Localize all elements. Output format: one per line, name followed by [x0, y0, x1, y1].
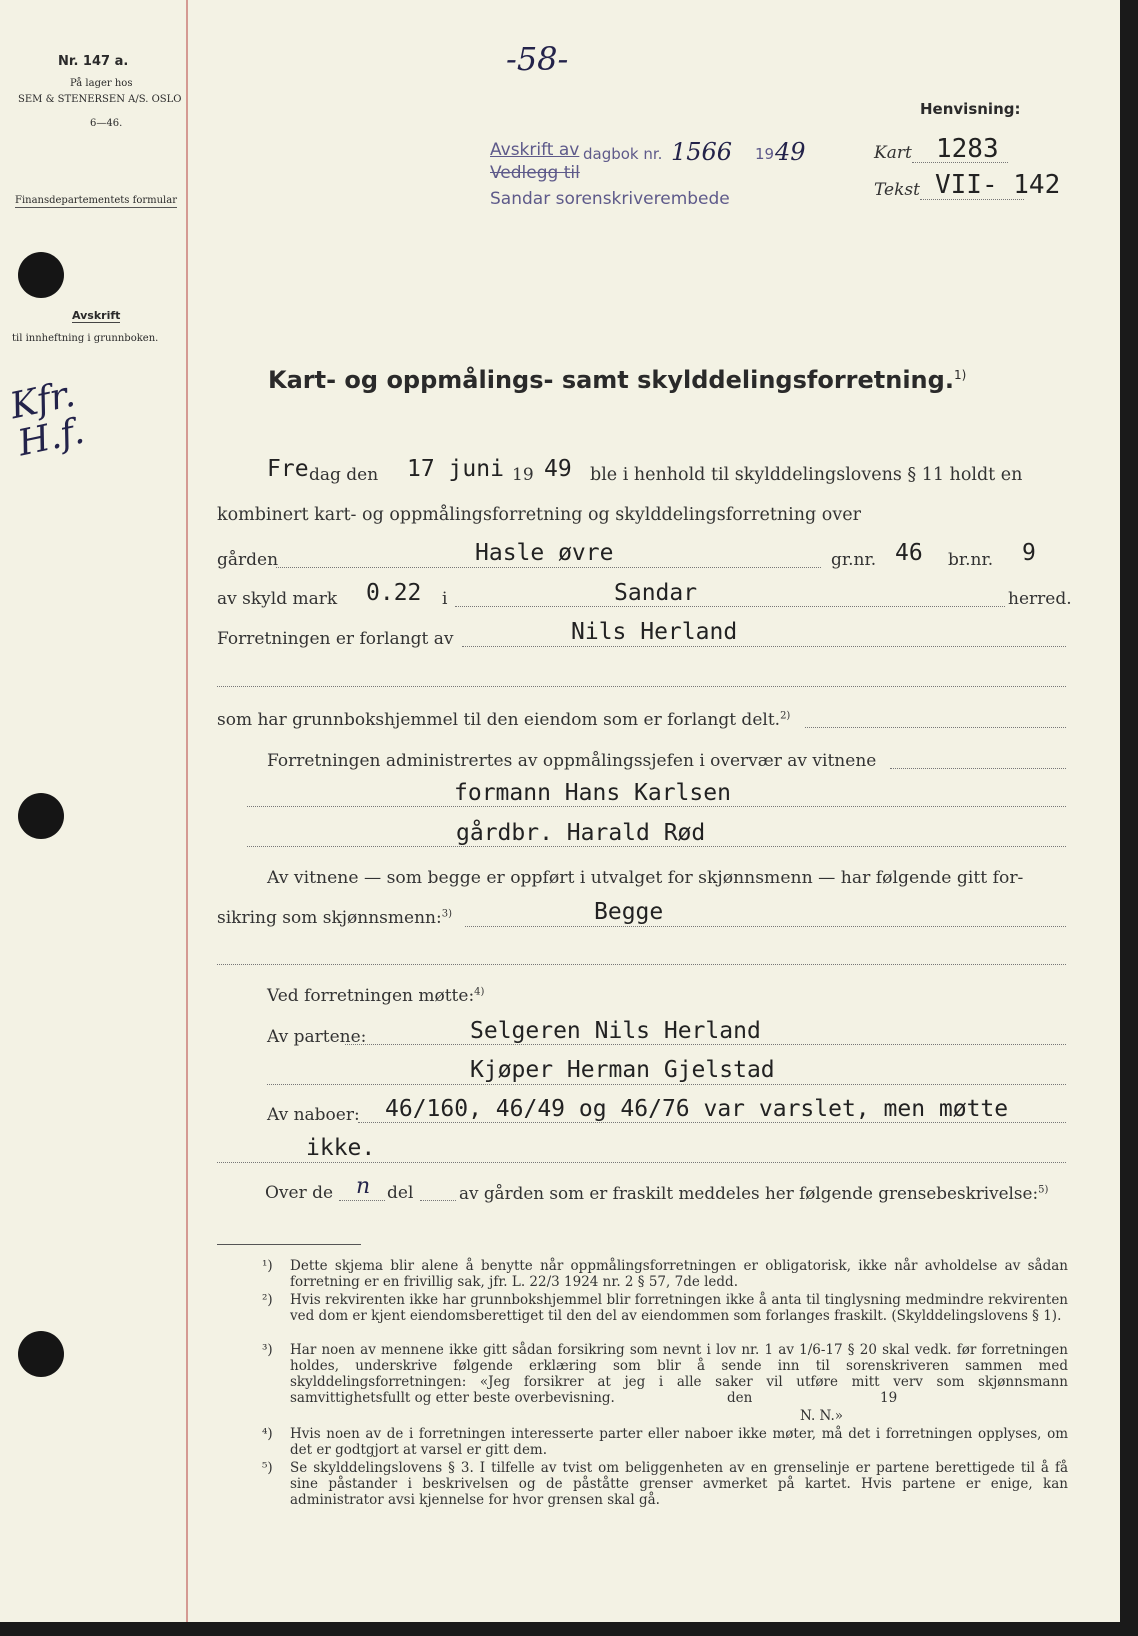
stamp-court: Sandar sorenskriverembede [490, 189, 730, 209]
punch-hole [18, 252, 64, 298]
brnr-value: 9 [1022, 540, 1036, 566]
attended-note: 4) [474, 986, 485, 998]
document-title [268, 366, 966, 394]
year-prefix: 19 [512, 465, 534, 485]
neighbours-value2: ikke. [306, 1135, 376, 1161]
witness2: gårdbr. Harald Rød [456, 820, 706, 846]
administered-line [890, 768, 1066, 769]
hjemmel-note: 2) [780, 710, 791, 722]
over-del: del [387, 1183, 414, 1203]
hjemmel-text-span: som har grunnbokshjemmel til den eiendom som er forlangt delt. [217, 710, 781, 730]
hjemmel-line [805, 727, 1066, 728]
publisher-line1: På lager hos [70, 78, 133, 89]
scan-edge-bottom [0, 1622, 1138, 1636]
grnr-label: gr.nr. [831, 550, 877, 570]
hjemmel-text [217, 710, 790, 730]
year-value: 49 [544, 456, 572, 482]
tax-i: i [442, 589, 448, 609]
tekst-label: Tekst [874, 180, 920, 200]
scan-edge-right [1120, 0, 1138, 1636]
herred: herred. [1008, 589, 1072, 609]
footnote-3-mark: ³) [262, 1342, 273, 1358]
form-number: Nr. 147 a. [58, 54, 129, 69]
brnr-label: br.nr. [948, 550, 994, 570]
tax-value: 0.22 [366, 580, 422, 606]
kart-label: Kart [874, 143, 912, 163]
avskrift-title: Avskrift [72, 309, 121, 322]
assurance-note: 3) [441, 908, 452, 920]
punch-hole [18, 1331, 64, 1377]
punch-hole [18, 793, 64, 839]
footnote-1: Dette skjema blir alene å benytte når oppmålingsforretningen er obligatorisk, ikke når avholdelse av sådan forretning er en frivillig sak, jfr. L. 22/3 1924 nr. 2 § 57, 7de ledd. [290, 1258, 1068, 1290]
footnote-2-mark: ²) [262, 1292, 273, 1308]
line1-rest: ble i henhold til skylddelingslovens § 11 holdt en [590, 465, 1023, 485]
requested-label: Forretningen er forlangt av [217, 629, 454, 649]
witness1: formann Hans Karlsen [454, 780, 731, 806]
date-value: 17 juni [407, 456, 504, 482]
footnote-4-mark: ⁴) [262, 1426, 273, 1442]
kart-value: 1283 [936, 134, 999, 164]
farm-label: gården [217, 550, 279, 570]
buyer-line [267, 1084, 1066, 1085]
footnote-3: Har noen av mennene ikke gitt sådan forsikring som nevnt i lov nr. 1 av 1/6-17 § 20 skal vedk. før forretningen holdes, underskrive følgende erklæring som blir å sende inn til sorenskriveren sammen med skylddelingsforretningen: «Jeg forsikrer at jeg i alle saker vil utføre mitt verv som skjønnsmann samvittighetsfullt og etter beste overbevisning. [290, 1342, 1068, 1406]
farm-value: Hasle øvre [475, 540, 614, 566]
over-value: n [356, 1174, 371, 1199]
footnote-1-mark: ¹) [262, 1258, 273, 1274]
stamp-year-prefix: 19 [755, 145, 775, 163]
neighbours-value1: 46/160, 46/49 og 46/76 var varslet, men møtte [385, 1096, 1009, 1122]
buyer: Kjøper Herman Gjelstad [470, 1057, 775, 1083]
stamp-dagbok-number: 1566 [671, 138, 733, 166]
page-number: -58- [506, 40, 569, 78]
over-rest [459, 1183, 1048, 1203]
blank-line [217, 686, 1066, 687]
over-line-2 [420, 1200, 456, 1201]
line2: kombinert kart- og oppmålingsforretning og skylddelingsforretning over [217, 505, 861, 525]
footnote-3-sign: N. N.» [800, 1408, 844, 1424]
publisher-line2: SEM & STENERSEN A/S. OSLO [18, 94, 182, 105]
stamp-year-suffix: 49 [775, 138, 806, 166]
assurance-line [465, 926, 1066, 927]
weekday-prefix: Fre [267, 456, 309, 482]
municipality: Sandar [614, 580, 698, 606]
witness1-line [247, 806, 1066, 807]
title-footnote-mark: 1) [953, 368, 967, 382]
footnote-2: Hvis rekvirenten ikke har grunnbokshjemmel blir forretningen ikke å anta til tinglysning medmindre rekvirenten ved dom er kjent eiendomsberettiget til den del av eiendommen som forlanges fraskilt. (Skylddelingslovens § 1). [290, 1292, 1068, 1324]
footnote-5-mark: ⁵) [262, 1460, 273, 1476]
witness2-line [247, 846, 1066, 847]
neighbours-line2 [217, 1162, 1066, 1163]
neighbours-line [358, 1122, 1066, 1123]
over-prefix: Over de [265, 1183, 334, 1203]
reference-title: Henvisning: [920, 100, 1021, 118]
grnr-value: 46 [895, 540, 923, 566]
parties-line [345, 1044, 1066, 1045]
footnote-5: Se skylddelingslovens § 3. I tilfelle av tvist om beliggenheten av en grenselinje er partene berettigede til å få sine påstander i beskrivelsen og de påståtte grenser avmerket på kartet. Hvis partene er enige, kan administrator avsi kjennelse for hvor grensen skal gå. [290, 1460, 1068, 1508]
stamp-avskrift: Avskrift av [490, 140, 580, 160]
footnote-rule [217, 1244, 361, 1245]
over-line-1 [339, 1200, 385, 1201]
tekst-value: VII- 142 [935, 170, 1061, 200]
over-note: 5) [1038, 1184, 1049, 1196]
publisher-date: 6—46. [90, 118, 123, 129]
seller: Selgeren Nils Herland [470, 1018, 761, 1044]
footnote-4: Hvis noen av de i forretningen interesserte parter eller naboer ikke møter, må det i forretningen opplyses, om det er godtgjort at varsel er gitt dem. [290, 1426, 1068, 1458]
neighbours-label: Av naboer: [267, 1105, 360, 1125]
margin-line [186, 0, 188, 1622]
attended-text [267, 986, 484, 1006]
tax-line [455, 606, 1005, 607]
blank-line-2 [217, 964, 1066, 965]
farm-line [276, 567, 821, 568]
over-rest-text: av gården som er fraskilt meddeles her følgende grensebeskrivelse: [459, 1183, 1039, 1203]
footnote-3-year: 19 [880, 1390, 898, 1406]
requested-value: Nils Herland [571, 619, 738, 645]
document-title-text: Kart- og oppmålings- samt skylddelingsforretning. [268, 366, 954, 394]
form-owner: Finansdepartementets formular [15, 195, 177, 206]
footnote-3-den: den [727, 1390, 753, 1406]
tax-label: av skyld mark [217, 589, 338, 609]
administered-text: Forretningen administrertes av oppmålingssjefen i overvær av vitnene [267, 751, 877, 771]
stamp-dagbok-label: dagbok nr. [583, 145, 663, 163]
requested-line [462, 646, 1066, 647]
attended-text-span: Ved forretningen møtte: [267, 986, 475, 1006]
parties-label: Av partene: [267, 1027, 367, 1047]
assurance-line1: Av vitnene — som begge er oppført i utvalget for skjønnsmenn — har følgende gitt for- [267, 868, 1024, 888]
assurance-line2 [217, 908, 452, 928]
assurance-text: sikring som skjønnsmenn: [217, 908, 442, 928]
stamp-vedlegg: Vedlegg til [490, 163, 580, 183]
handwritten-initials: Kfr. H.f. [6, 373, 88, 465]
assurance-value: Begge [594, 899, 664, 925]
avskrift-subtitle: til innheftning i grunnboken. [12, 333, 159, 344]
dag-den: dag den [309, 465, 379, 485]
